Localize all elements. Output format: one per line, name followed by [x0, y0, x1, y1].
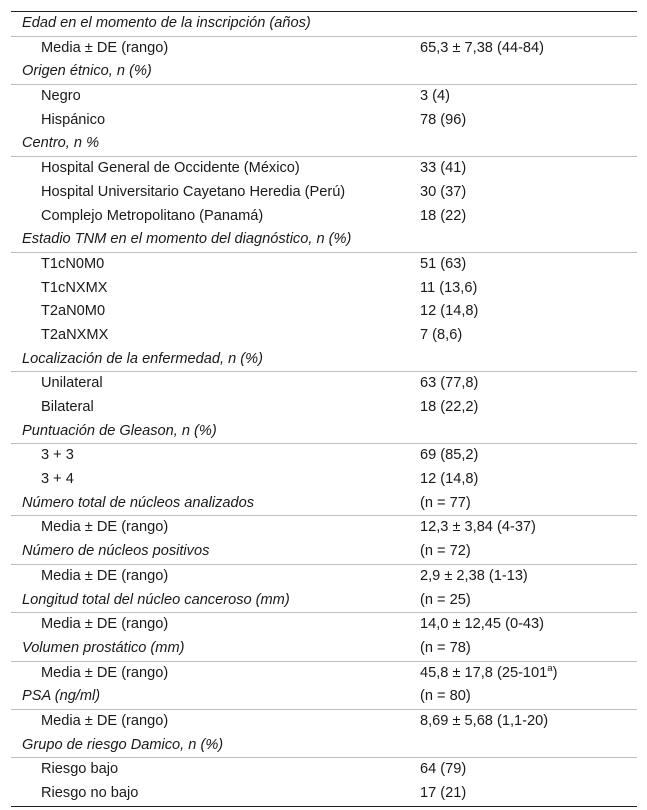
row-value: 51 (63): [420, 255, 467, 272]
row-label: Media ± DE (rango): [41, 39, 169, 56]
section-label: Puntuación de Gleason, n (%): [22, 422, 217, 439]
footnote-marker: a: [547, 662, 553, 674]
section-label: Localización de la enfermedad, n (%): [22, 350, 263, 367]
section-label: Número de núcleos positivos: [22, 543, 210, 560]
table-section-header: [11, 60, 637, 85]
row-label: Media ± DE (rango): [41, 712, 169, 729]
table-row: [11, 758, 637, 782]
row-value: 64 (79): [420, 761, 467, 778]
section-label: Longitud total del núcleo canceroso (mm): [22, 591, 290, 608]
table-row: [11, 613, 637, 637]
table-row: [11, 277, 637, 301]
row-label: Bilateral: [41, 399, 94, 415]
table-section-header: [11, 685, 637, 710]
row-value: (n = 78): [420, 639, 471, 656]
row-label: Media ± DE (rango): [41, 519, 169, 536]
row-value: [420, 662, 557, 686]
row-value: (n = 77): [420, 494, 471, 511]
table-section-header: [11, 637, 637, 662]
row-label: Media ± DE (rango): [41, 616, 169, 633]
row-value: 78 (96): [420, 111, 467, 128]
row-label: 3 + 3: [41, 447, 74, 464]
row-label: Hospital General de Occidente (México): [41, 160, 300, 177]
section-label: Origen étnico, n (%): [22, 63, 152, 80]
row-value-text: 45,8 ± 17,8 (25-101: [420, 664, 548, 681]
table-row: [11, 782, 637, 806]
row-value: (n = 72): [420, 543, 471, 560]
section-label: Número total de núcleos analizados: [22, 494, 255, 511]
row-value: 8,69 ± 5,68 (1,1-20): [420, 712, 549, 729]
row-value: 18 (22): [420, 207, 467, 224]
table-row: [11, 205, 637, 229]
table-row: [11, 662, 637, 686]
row-value: 63 (77,8): [420, 375, 479, 392]
table-row: [11, 444, 637, 468]
table-row: [11, 324, 637, 348]
row-label: Riesgo no bajo: [41, 785, 139, 801]
section-label: Centro, n %: [22, 135, 100, 152]
row-label: Hospital Universitario Cayetano Heredia (Perú): [41, 183, 346, 200]
section-label: Grupo de riesgo Damico, n (%): [22, 736, 224, 753]
row-value: 17 (21): [420, 785, 467, 801]
table-section-header: [11, 540, 637, 565]
row-value: 7 (8,6): [420, 326, 463, 343]
section-label: PSA (ng/ml): [22, 688, 101, 705]
row-value: 65,3 ± 7,38 (44-84): [420, 39, 545, 56]
table-row: [11, 181, 637, 205]
row-value: 14,0 ± 12,45 (0-43): [420, 616, 545, 633]
table-section-header: [11, 589, 637, 614]
table-section-header: [11, 734, 637, 759]
row-label: Media ± DE (rango): [41, 567, 169, 584]
table-row: [11, 300, 637, 324]
row-value: 12 (14,8): [420, 303, 479, 320]
table-section-header: [11, 228, 637, 253]
row-value-suffix: ): [552, 664, 558, 681]
row-label: Negro: [41, 88, 81, 105]
row-label: T1cNXMX: [41, 279, 108, 296]
row-label: Media ± DE (rango): [41, 664, 169, 681]
row-value: 12 (14,8): [420, 471, 479, 488]
row-label: 3 + 4: [41, 471, 74, 488]
table-section-header: [11, 12, 637, 37]
section-label: Volumen prostático (mm): [22, 639, 185, 656]
row-value: 2,9 ± 2,38 (1-13): [420, 567, 528, 584]
row-value: 11 (13,6): [420, 279, 478, 296]
row-label: Riesgo bajo: [41, 761, 119, 778]
row-value: 30 (37): [420, 183, 467, 200]
table-row: [11, 157, 637, 181]
table-section-header: [11, 492, 637, 517]
row-value: (n = 80): [420, 688, 471, 705]
table-row: [11, 396, 637, 420]
section-label: Edad en el momento de la inscripción (años): [22, 15, 311, 31]
row-label: T2aN0M0: [41, 303, 106, 320]
row-value: 33 (41): [420, 160, 467, 177]
row-label: Complejo Metropolitano (Panamá): [41, 207, 264, 224]
table-row: [11, 37, 637, 61]
row-value: 12,3 ± 3,84 (4-37): [420, 519, 536, 536]
table-section-header: [11, 420, 637, 445]
row-label: Hispánico: [41, 111, 106, 128]
row-value: 3 (4): [420, 88, 451, 105]
row-value: 18 (22,2): [420, 399, 479, 415]
table-section-header: [11, 348, 637, 373]
table-row: [11, 710, 637, 734]
row-label: Unilateral: [41, 375, 103, 392]
table-row: [11, 516, 637, 540]
table-section-header: [11, 132, 637, 157]
table-row: [11, 372, 637, 396]
table-row: [11, 85, 637, 109]
table-row: [11, 109, 637, 133]
demographics-table: [11, 11, 637, 807]
table-row: [11, 468, 637, 492]
row-label: T1cN0M0: [41, 255, 105, 272]
table-row: [11, 565, 637, 589]
row-value: (n = 25): [420, 591, 471, 608]
row-label: T2aNXMX: [41, 326, 109, 343]
row-value: 69 (85,2): [420, 447, 479, 464]
table-row: [11, 253, 637, 277]
section-label: Estadio TNM en el momento del diagnóstico, n (%): [22, 231, 352, 248]
